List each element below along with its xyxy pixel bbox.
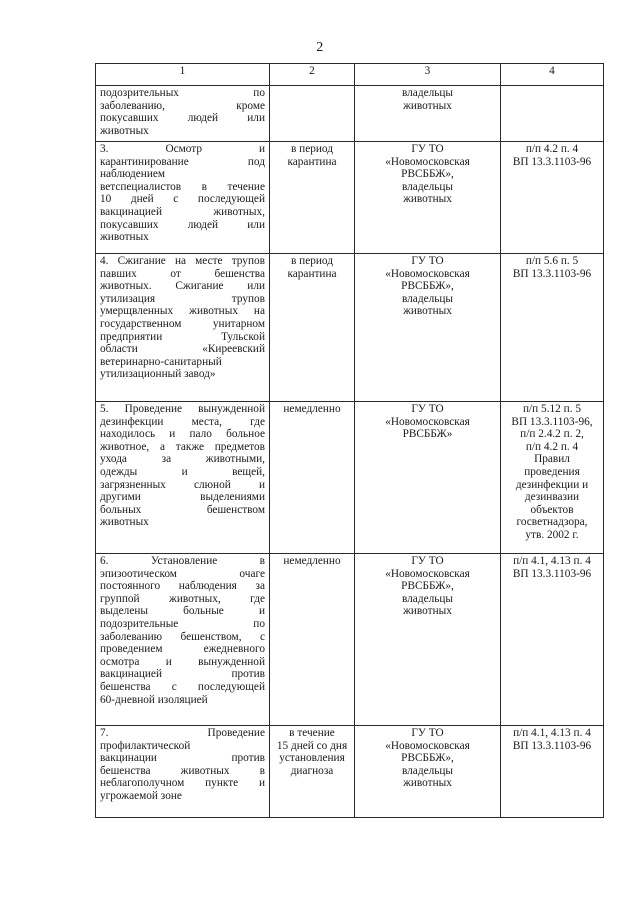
cell-line: другими выделениями xyxy=(100,491,265,504)
cell-line: животных xyxy=(403,99,452,112)
cell-line: эпизоотическом очаге xyxy=(100,567,265,580)
cell-line: ГУ ТО xyxy=(411,403,444,415)
timing-cell xyxy=(270,254,355,402)
cell-line: карантинирование под xyxy=(100,155,265,168)
cell-line: установления xyxy=(279,752,345,765)
basis-cell xyxy=(501,402,604,554)
table-row xyxy=(96,402,604,554)
cell-line: 6. Установление в xyxy=(100,555,265,567)
cell-line: п/п 4.2 п. 4 xyxy=(525,143,579,155)
header-col-2: 2 xyxy=(270,64,355,86)
measure-cell xyxy=(96,554,270,726)
cell-line: области «Киреевский xyxy=(100,343,265,356)
cell-line: 3. Осмотр и xyxy=(100,143,265,155)
cell-line: диагноза xyxy=(290,764,334,777)
executor-cell xyxy=(355,142,501,254)
cell-line: «Новомосковская xyxy=(385,267,470,280)
cell-line: п/п 2.4.2 п. 2, xyxy=(520,428,584,441)
cell-line: 60-дневной изоляцией xyxy=(100,693,208,706)
timing-cell xyxy=(270,554,355,726)
header-col-1: 1 xyxy=(96,64,270,86)
cell-line: умерщвленных животных на xyxy=(100,305,265,318)
basis-cell xyxy=(501,726,604,818)
cell-line: владельцы xyxy=(401,87,454,99)
measure-cell xyxy=(96,86,270,142)
cell-line: животных xyxy=(403,605,452,618)
cell-line: ГУ ТО xyxy=(411,727,444,739)
cell-line: бешенства животных в xyxy=(100,764,265,777)
cell-line: профилактической xyxy=(100,739,191,752)
cell-line: Правил xyxy=(534,453,570,466)
cell-line: ВП 13.3.1103-96 xyxy=(512,155,592,168)
cell-line: утилизация трупов xyxy=(100,292,265,305)
cell-line: немедленно xyxy=(283,403,341,415)
cell-line: владельцы xyxy=(401,180,454,193)
cell-line: ГУ ТО xyxy=(411,143,444,155)
measure-cell xyxy=(96,402,270,554)
cell-line: одежды и вещей, xyxy=(100,465,265,478)
cell-line: ВП 13.3.1103-96 xyxy=(512,567,592,580)
cell-line: в период xyxy=(291,255,333,267)
cell-line: животных xyxy=(100,516,149,529)
cell-line: неблагополучном пункте и xyxy=(100,777,265,790)
cell-line: РВСББЖ», xyxy=(401,168,454,181)
cell-line: дезинвазии xyxy=(524,491,580,504)
cell-line: ВП 13.3.1103-96 xyxy=(512,267,592,280)
cell-line: в период xyxy=(291,143,333,155)
cell-line: государственном унитарном xyxy=(100,317,265,330)
cell-line: утилизационный завод» xyxy=(100,368,216,381)
cell-line: ГУ ТО xyxy=(411,555,444,567)
cell-line: павших от бешенства xyxy=(100,267,265,280)
cell-line: утв. 2002 г. xyxy=(525,528,579,541)
cell-line: владельцы xyxy=(401,592,454,605)
cell-line: госветнадзора, xyxy=(516,516,588,529)
executor-cell xyxy=(355,402,501,554)
page-number: 2 xyxy=(316,40,324,55)
cell-line: подозрительные по xyxy=(100,617,265,630)
cell-line: животных. Сжигание или xyxy=(100,280,265,293)
cell-line: 5. Проведение вынужденной xyxy=(100,403,265,415)
cell-line: 4. Сжигание на месте трупов xyxy=(100,255,265,267)
cell-line: предприятии Тульской xyxy=(100,330,265,343)
cell-line: ВП 13.3.1103-96, xyxy=(511,415,593,428)
cell-line: заболеванию, кроме xyxy=(100,99,265,112)
measures-table xyxy=(95,63,604,818)
cell-line: владельцы xyxy=(401,764,454,777)
cell-line: РВСББЖ», xyxy=(401,580,454,593)
executor-cell xyxy=(355,86,501,142)
cell-line: больных бешенством xyxy=(100,503,265,516)
cell-line: ухода за животными, xyxy=(100,453,265,466)
cell-line: животных xyxy=(100,231,149,244)
table-header-row xyxy=(96,64,604,86)
header-col-3: 3 xyxy=(355,64,501,86)
cell-line: карантина xyxy=(287,267,337,280)
cell-line: п/п 4.1, 4.13 п. 4 xyxy=(513,727,591,739)
cell-line: наблюдением xyxy=(100,168,166,181)
cell-line: объектов xyxy=(530,503,574,516)
cell-line: п/п 4.1, 4.13 п. 4 xyxy=(513,555,591,567)
cell-line: «Новомосковская xyxy=(385,567,470,580)
table-row xyxy=(96,142,604,254)
cell-line: вакцинацией животных, xyxy=(100,205,265,218)
cell-line: «Новомосковская xyxy=(385,739,470,752)
measure-cell xyxy=(96,254,270,402)
cell-line: «Новомосковская xyxy=(385,155,470,168)
cell-line: покусавших людей или xyxy=(100,218,265,231)
table-row xyxy=(96,554,604,726)
cell-line: вакцинации против xyxy=(100,752,265,765)
executor-cell xyxy=(355,726,501,818)
executor-cell xyxy=(355,554,501,726)
measure-cell xyxy=(96,142,270,254)
table-row xyxy=(96,726,604,818)
basis-cell xyxy=(501,554,604,726)
cell-line: ветеринарно-санитарный xyxy=(100,355,222,368)
cell-line: животных xyxy=(403,777,452,790)
cell-line: п/п 5.12 п. 5 xyxy=(523,403,581,415)
basis-cell xyxy=(501,254,604,402)
measure-cell xyxy=(96,726,270,818)
cell-line: выделены больные и xyxy=(100,605,265,618)
table-row xyxy=(96,86,604,142)
cell-line: постоянного наблюдения за xyxy=(100,580,265,593)
cell-line: покусавших людей или xyxy=(100,112,265,125)
cell-line: животных xyxy=(403,193,452,206)
cell-line: 10 дней с последующей xyxy=(100,193,265,206)
table-row xyxy=(96,254,604,402)
cell-line: бешенства с последующей xyxy=(100,680,265,693)
timing-cell xyxy=(270,402,355,554)
executor-cell xyxy=(355,254,501,402)
cell-line: РВСББЖ», xyxy=(401,280,454,293)
cell-line: дезинфекции места, где xyxy=(100,415,265,428)
cell-line: осмотра и вынужденной xyxy=(100,655,265,668)
header-col-4: 4 xyxy=(501,64,604,86)
cell-line: «Новомосковская xyxy=(385,415,470,428)
cell-line: ГУ ТО xyxy=(411,255,444,267)
cell-line: группой животных, где xyxy=(100,592,265,605)
cell-line: проведения xyxy=(524,465,580,478)
cell-line: дезинфекции и xyxy=(515,478,589,491)
cell-line: вакцинацией против xyxy=(100,668,265,681)
cell-line: загрязненных слюной и xyxy=(100,478,265,491)
timing-cell xyxy=(270,726,355,818)
cell-line: угрожаемой зоне xyxy=(100,789,182,802)
cell-line: заболеванию бешенством, с xyxy=(100,630,265,643)
cell-line: 7. Проведение xyxy=(100,727,265,739)
cell-line: находилось и пало больное xyxy=(100,428,265,441)
cell-line: п/п 5.6 п. 5 xyxy=(525,255,579,267)
cell-line: п/п 4.2 п. 4 xyxy=(525,440,579,453)
cell-line: 15 дней со дня xyxy=(276,739,348,752)
cell-line: животное, а также предметов xyxy=(100,440,265,453)
cell-line: РВСББЖ» xyxy=(402,428,453,441)
cell-line: в течение xyxy=(289,727,335,739)
basis-cell xyxy=(501,86,604,142)
cell-line: карантина xyxy=(287,155,337,168)
cell-line: животных xyxy=(403,305,452,318)
cell-line: владельцы xyxy=(401,292,454,305)
basis-cell xyxy=(501,142,604,254)
cell-line: подозрительных по xyxy=(100,87,265,99)
timing-cell xyxy=(270,86,355,142)
cell-line: ВП 13.3.1103-96 xyxy=(512,739,592,752)
timing-cell xyxy=(270,142,355,254)
cell-line: РВСББЖ», xyxy=(401,752,454,765)
cell-line: животных xyxy=(100,124,149,137)
cell-line: проведением ежедневного xyxy=(100,643,265,656)
cell-line: немедленно xyxy=(283,555,341,567)
cell-line: ветспециалистов в течение xyxy=(100,180,265,193)
